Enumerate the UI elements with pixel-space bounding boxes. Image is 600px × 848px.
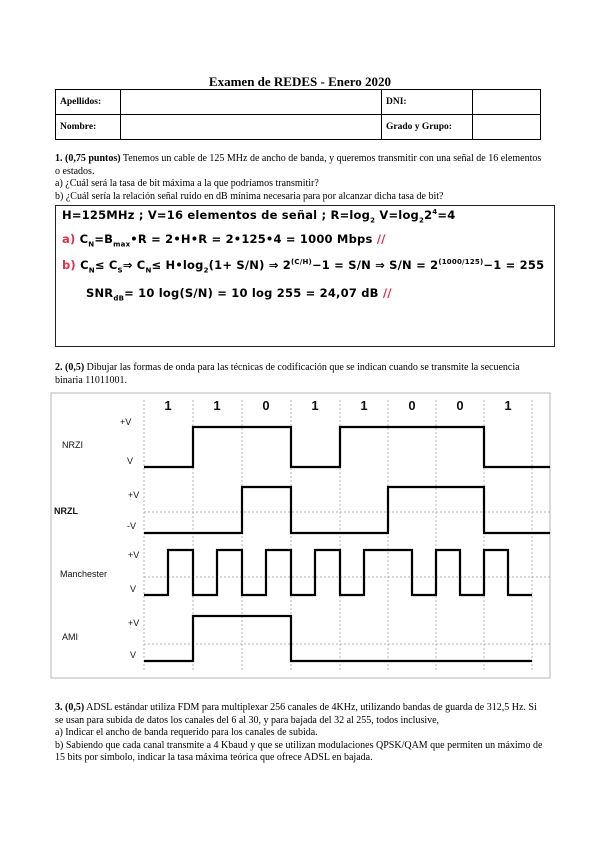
- bit-label-2: 1: [213, 398, 221, 413]
- nombre-field[interactable]: [121, 115, 382, 140]
- question-2: [55, 362, 545, 387]
- q2-number: 2. (0,5): [55, 362, 85, 373]
- q1-part-b: b) ¿Cuál sería la relación señal ruido en dB mínima necesaria para por alcanzar dicha tasa de bit?: [55, 190, 444, 202]
- q1-answer-line-3: b) $C_N\le$ $C_S\Rightarrow$ $C_N\le$ $H•\log_2(1+ S/N)$ ⇒ $2^{(C/H)}-1 = S/N$ ⇒ $S/N = 2^{(1000/125)}-1 = 255$: [62, 258, 545, 275]
- q1-number: 1. (0,75 puntos): [55, 153, 121, 164]
- question-3: [55, 702, 545, 765]
- student-info-table: [55, 89, 541, 140]
- q3-part-b: b) Sabiendo que cada canal transmite a 4 Kbaud y que se utilizan modulaciones QPSK/QAM que permiten un máximo de 15 bits por símbolo, indicar la tasa máxima teórica que ofrece ADSL en bajada.: [55, 739, 543, 763]
- ami-pv: +V: [128, 618, 140, 628]
- ami-waveform: [144, 616, 532, 661]
- manchester-v: V: [130, 584, 137, 594]
- ami-label: AMI: [62, 632, 79, 642]
- bit-label-3: 0: [262, 398, 270, 413]
- ami-v: V: [130, 650, 137, 660]
- nombre-label: Nombre:: [56, 115, 121, 140]
- nrzi-v: V: [127, 456, 134, 466]
- q1-answer-line-2: a) $C_N=B_{max}•R$ = 2•H•R = 2•125•4 = 1000 Mbps //: [62, 232, 386, 249]
- q1-answer-box: [55, 205, 555, 347]
- nrzl-pv: +V: [128, 490, 140, 500]
- manchester-pv: +V: [128, 550, 140, 560]
- q1-text: Tenemos un cable de 125 MHz de ancho de banda, y queremos transmitir con una señal de 16 elementos o estados.: [55, 153, 542, 177]
- nrzl-label: NRZL: [54, 506, 78, 516]
- q3-number: 3. (0,5): [55, 702, 85, 713]
- grado-label: Grado y Grupo:: [382, 115, 473, 140]
- dni-label: DNI:: [382, 90, 473, 115]
- q1-part-a: a) ¿Cuál será la tasa de bit máxima a la que podríamos transmitir?: [55, 178, 319, 189]
- bit-label-7: 0: [456, 398, 464, 413]
- apellidos-field[interactable]: [121, 90, 382, 115]
- nrzl-waveform: [144, 487, 550, 533]
- q3-text: ADSL estándar utiliza FDM para multiplexar 256 canales de 4KHz, utilizando bandas de guarda de 312,5 Hz. Si se usan para subida de datos los canales del 6 al 30, y para bajada del 32 al 255, todos inclusive,: [55, 702, 537, 726]
- apellidos-label: Apellidos:: [56, 90, 121, 115]
- manchester-label: Manchester: [60, 569, 108, 579]
- nrzi-label: NRZI: [62, 440, 83, 450]
- bit-label-5: 1: [360, 398, 368, 413]
- exam-title: Examen de REDES - Enero 2020: [208, 74, 392, 89]
- encoding-waveforms: [50, 392, 560, 682]
- bit-label-8: 1: [504, 398, 512, 413]
- grado-field[interactable]: [473, 115, 541, 140]
- question-1: [55, 153, 545, 203]
- manchester-waveform: [144, 550, 532, 595]
- q2-text: Dibujar las formas de onda para las técnicas de codificación que se indican cuando se transmite la secuencia binaria 11011001.: [55, 362, 520, 386]
- nrzl-mv: -V: [127, 521, 136, 531]
- q1-answer-line-4: $SNR_{dB}= 10$ log(S/N) = 10 log 255 = 24,07 dB //: [86, 286, 392, 303]
- bit-label-6: 0: [408, 398, 416, 413]
- q3-part-a: a) Indicar el ancho de banda requerido para los canales de subida.: [55, 727, 318, 738]
- nrzi-pv: +V: [120, 417, 132, 427]
- bit-label-4: 1: [311, 398, 319, 413]
- dni-field[interactable]: [473, 90, 541, 115]
- nrzi-waveform: [144, 427, 550, 467]
- bit-label-1: 1: [164, 398, 172, 413]
- q1-answer-line-1: H=125MHz ; V=16 elementos de señal ; $R=\log_2$ $V=\log_22^4=4$: [62, 208, 456, 225]
